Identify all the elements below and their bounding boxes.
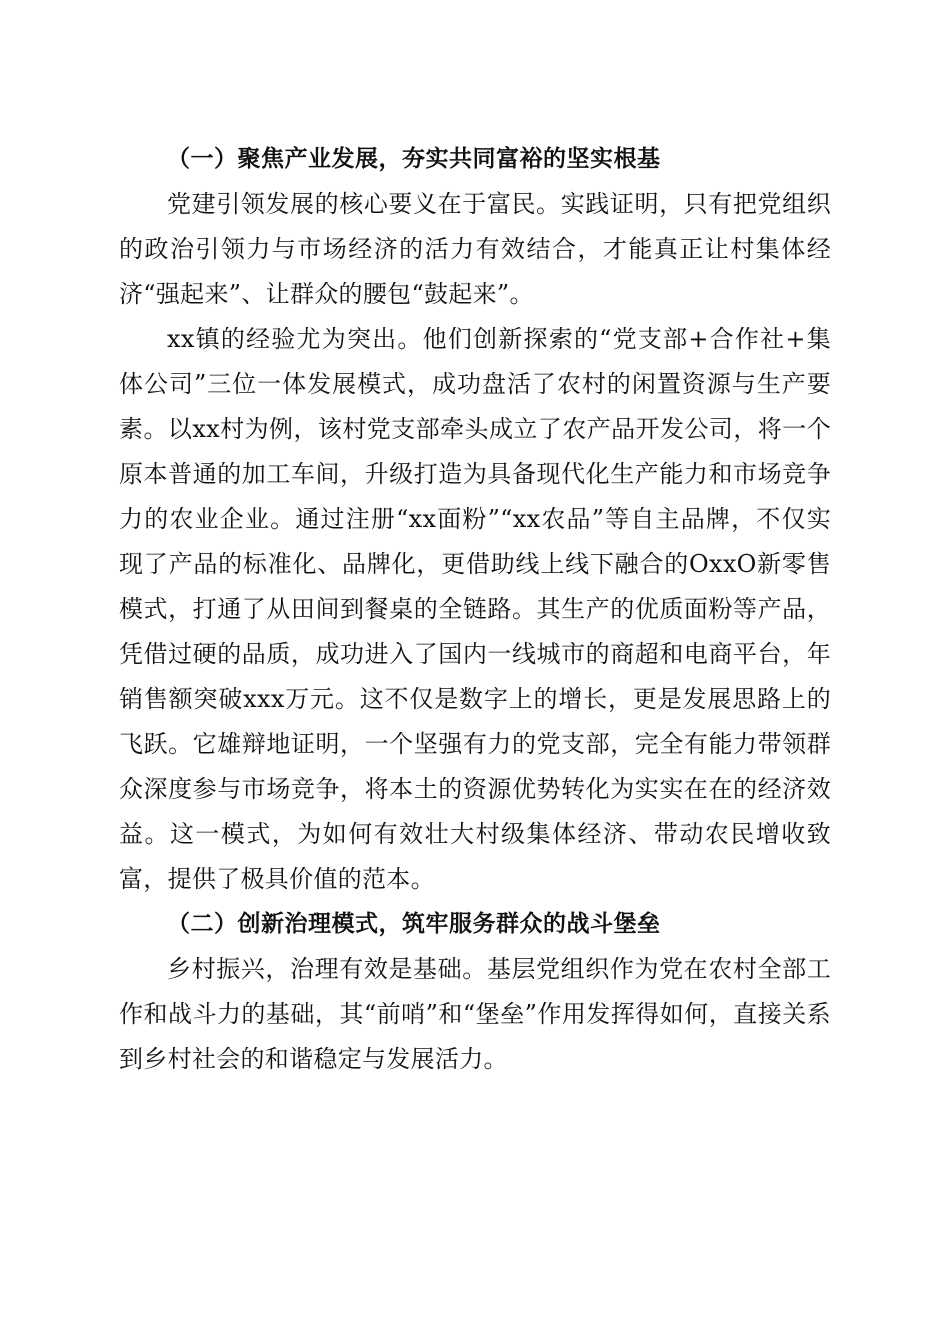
document-body — [119, 137, 831, 1082]
paragraph-1: 党建引领发展的核心要义在于富民。实践证明，只有把党组织的政治引领力与市场经济的活力有效结合，才能真正让村集体经济“强起来”、让群众的腰包“鼓起来”。 — [119, 190, 831, 308]
paragraph-2: xx镇的经验尤为突出。他们创新探索的“党支部+合作社+集体公司”三位一体发展模式，成功盘活了农村的闲置资源与生产要素。以xx村为例，该村党支部牵头成立了农产品开发公司，将一个原本普通的加工车间，升级打造为具备现代化生产能力和市场竞争力的农业企业。通过注册“xx面粉”“xx农品”等自主品牌，不仅实现了产品的标准化、品牌化，更借助线上线下融合的OxxO新零售模式，打通了从田间到餐桌的全链路。其生产的优质面粉等产品，凭借过硬的品质，成功进入了国内一线城市的商超和电商平台，年销售额突破xxx万元。这不仅是数字上的增长，更是发展思路上的飞跃。它雄辩地证明，一个坚强有力的党支部，完全有能力带领群众深度参与市场竞争，将本土的资源优势转化为实实在在的经济效益。这一模式，为如何有效壮大村级集体经济、带动农民增收致富，提供了极具价值的范本。 — [119, 325, 831, 893]
paragraph-3: 乡村振兴，治理有效是基础。基层党组织作为党在农村全部工作和战斗力的基础，其“前哨”和“堡垒”作用发挥得如何，直接关系到乡村社会的和谐稳定与发展活力。 — [119, 955, 831, 1073]
section-heading-2: （二）创新治理模式，筑牢服务群众的战斗堡垒 — [167, 911, 661, 937]
section-heading-1: （一）聚焦产业发展，夯实共同富裕的坚实根基 — [167, 146, 661, 172]
